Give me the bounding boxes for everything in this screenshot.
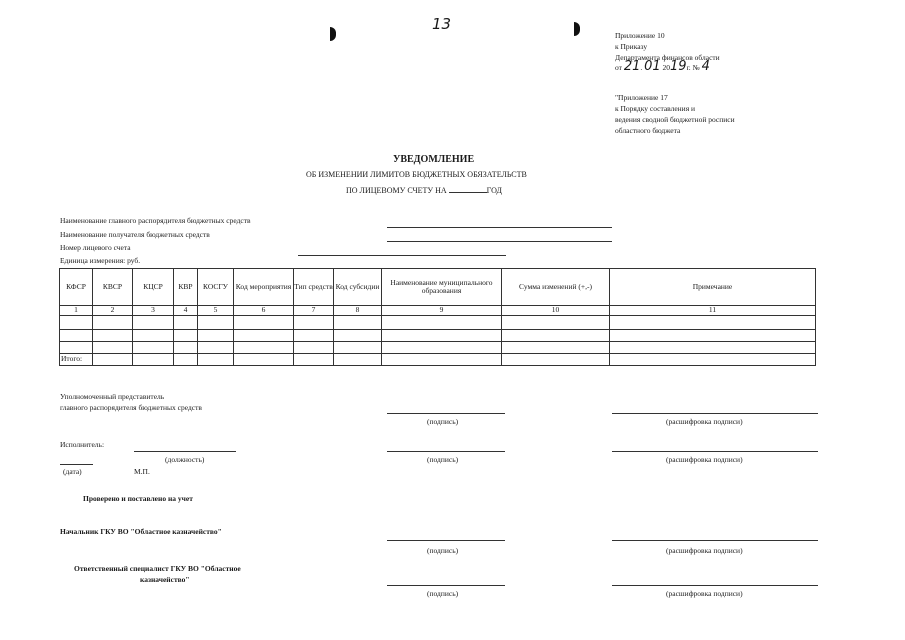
document-title: УВЕДОМЛЕНИЕ: [393, 154, 475, 165]
table-cell: [174, 330, 198, 342]
table-cell: [294, 354, 334, 366]
table-cell: [610, 354, 816, 366]
field-unit-label: Единица измерения: руб.: [60, 256, 141, 265]
executor-position-line: [134, 451, 236, 452]
table-cell: [334, 330, 382, 342]
header-note: Примечание: [610, 269, 816, 306]
table-cell: [174, 354, 198, 366]
table-cell: [610, 330, 816, 342]
specialist-decryption-caption: (расшифровка подписи): [666, 589, 743, 598]
field-main-manager-line: [387, 227, 612, 228]
appendix17-line3: ведения сводной бюджетной росписи: [615, 115, 735, 124]
authorized-decryption-caption: (расшифровка подписи): [666, 417, 743, 426]
handwritten-order-number: 4: [701, 59, 710, 74]
table-cell: [198, 354, 234, 366]
table-cell: [382, 354, 502, 366]
total-label: Итого:: [60, 354, 93, 366]
table-cell: [60, 330, 93, 342]
column-number: 1: [60, 306, 93, 316]
column-number: 2: [93, 306, 133, 316]
table-cell: [502, 354, 610, 366]
table-cell: [502, 330, 610, 342]
appendix17-line4: областного бюджета: [615, 126, 681, 135]
checked-label: Проверено и поставлено на учет: [83, 494, 193, 503]
field-account-line: [298, 255, 506, 256]
table-cell: [174, 342, 198, 354]
appendix17-line2: к Порядку составления и: [615, 104, 696, 113]
appendix10-date-line: [615, 59, 710, 74]
appendix17-title: "Приложение 17: [615, 93, 668, 102]
specialist-signature-caption: (подпись): [427, 589, 459, 598]
table-cell: [60, 316, 93, 330]
handwritten-month: 01: [644, 59, 661, 74]
table-cell: [133, 354, 174, 366]
column-number: 3: [133, 306, 174, 316]
column-number: 10: [502, 306, 610, 316]
appendix10-year-prefix: 20: [662, 63, 671, 72]
table-cell: [294, 316, 334, 330]
document-subtitle: ОБ ИЗМЕНЕНИИ ЛИМИТОВ БЮДЖЕТНЫХ ОБЯЗАТЕЛЬСТВ: [306, 170, 527, 179]
header-municipality: Наименование муниципального образования: [382, 269, 502, 306]
appendix10-line2: к Приказу: [615, 42, 648, 51]
field-recipient-label: Наименование получателя бюджетных средств: [60, 230, 210, 239]
authorized-signature-caption: (подпись): [427, 417, 459, 426]
specialist-decryption-line: [612, 585, 818, 586]
executor-signature-caption: (подпись): [427, 455, 459, 464]
authorized-decryption-line: [612, 413, 818, 414]
authorized-label-line1: Уполномоченный представитель: [60, 392, 165, 401]
specialist-signature-line: [387, 585, 505, 586]
table-cell: [610, 342, 816, 354]
treasury-head-decryption-line: [612, 540, 818, 541]
column-number: 6: [234, 306, 294, 316]
table-total-row: [60, 354, 816, 366]
appendix10-dot: .: [640, 63, 643, 72]
table-cell: [93, 330, 133, 342]
year-blank: [449, 185, 487, 193]
table-cell: [610, 316, 816, 330]
table-cell: [198, 342, 234, 354]
year-line-suffix: ГОД: [486, 186, 502, 195]
treasury-head-signature-line: [387, 540, 505, 541]
handwritten-day: 21: [623, 59, 641, 74]
year-line-prefix: ПО ЛИЦЕВОМУ СЧЕТУ НА: [346, 186, 447, 195]
executor-position-caption: (должность): [165, 455, 205, 464]
table-cell: [133, 342, 174, 354]
table-row: [60, 330, 816, 342]
table-cell: [93, 342, 133, 354]
limits-table: [59, 268, 816, 366]
header-kvr: КВР: [174, 269, 198, 306]
authorized-signature-line: [387, 413, 505, 414]
header-kvsr: КВСР: [93, 269, 133, 306]
header-funds-type: Тип средств: [294, 269, 334, 306]
field-recipient-line: [387, 241, 612, 242]
table-cell: [198, 330, 234, 342]
table-cell: [294, 342, 334, 354]
table-cell: [234, 354, 294, 366]
appendix10-year-suffix: г. №: [686, 63, 700, 72]
table-cell: [174, 316, 198, 330]
appendix10-line3: Департамента финансов области: [615, 53, 720, 62]
table-cell: [60, 342, 93, 354]
column-number: 11: [610, 306, 816, 316]
appendix10-date-prefix: от: [615, 63, 622, 72]
appendix10-title: Приложение 10: [615, 31, 665, 40]
table-cell: [234, 316, 294, 330]
table-number-row: [60, 306, 816, 316]
table-cell: [382, 316, 502, 330]
handwritten-page-number: 13: [432, 15, 452, 33]
table-cell: [93, 354, 133, 366]
scan-mark-left: [330, 27, 336, 41]
executor-label: Исполнитель:: [60, 440, 105, 449]
column-number: 7: [294, 306, 334, 316]
executor-decryption-line: [612, 451, 818, 452]
specialist-label-line2: казначейство": [140, 575, 190, 584]
header-kosgu: КОСГУ: [198, 269, 234, 306]
handwritten-year: 19: [670, 59, 687, 74]
column-number: 9: [382, 306, 502, 316]
header-subsidy-code: Код субсидии: [334, 269, 382, 306]
table-cell: [234, 330, 294, 342]
table-cell: [502, 316, 610, 330]
scan-mark-right: [574, 22, 580, 36]
table-cell: [234, 342, 294, 354]
header-kfsr: КФСР: [60, 269, 93, 306]
table-header-row: [60, 269, 816, 306]
column-number: 8: [334, 306, 382, 316]
column-number: 4: [174, 306, 198, 316]
header-change-sum: Сумма изменений (+,-): [502, 269, 610, 306]
table-cell: [294, 330, 334, 342]
table-cell: [133, 316, 174, 330]
field-account-label: Номер лицевого счета: [60, 243, 131, 252]
executor-date-caption: (дата): [63, 467, 82, 476]
table-cell: [382, 330, 502, 342]
field-main-manager-label: Наименование главного распорядителя бюджетных средств: [60, 216, 251, 225]
authorized-label-line2: главного распорядителя бюджетных средств: [60, 403, 202, 412]
header-event-code: Код мероприятия: [234, 269, 294, 306]
header-kcsr: КЦСР: [133, 269, 174, 306]
table-cell: [334, 342, 382, 354]
column-number: 5: [198, 306, 234, 316]
executor-signature-line: [387, 451, 505, 452]
table-row: [60, 342, 816, 354]
table-cell: [382, 342, 502, 354]
table-cell: [133, 330, 174, 342]
treasury-head-decryption-caption: (расшифровка подписи): [666, 546, 743, 555]
table-cell: [334, 316, 382, 330]
treasury-head-label: Начальник ГКУ ВО "Областное казначейство": [60, 527, 222, 536]
executor-date-line: [60, 464, 93, 465]
table-cell: [93, 316, 133, 330]
executor-decryption-caption: (расшифровка подписи): [666, 455, 743, 464]
table-cell: [198, 316, 234, 330]
table-cell: [502, 342, 610, 354]
table-row: [60, 316, 816, 330]
treasury-head-signature-caption: (подпись): [427, 546, 459, 555]
specialist-label-line1: Ответственный специалист ГКУ ВО "Областное: [74, 564, 241, 573]
table-cell: [334, 354, 382, 366]
document-year-line: [346, 185, 502, 196]
stamp-label: М.П.: [134, 467, 150, 476]
